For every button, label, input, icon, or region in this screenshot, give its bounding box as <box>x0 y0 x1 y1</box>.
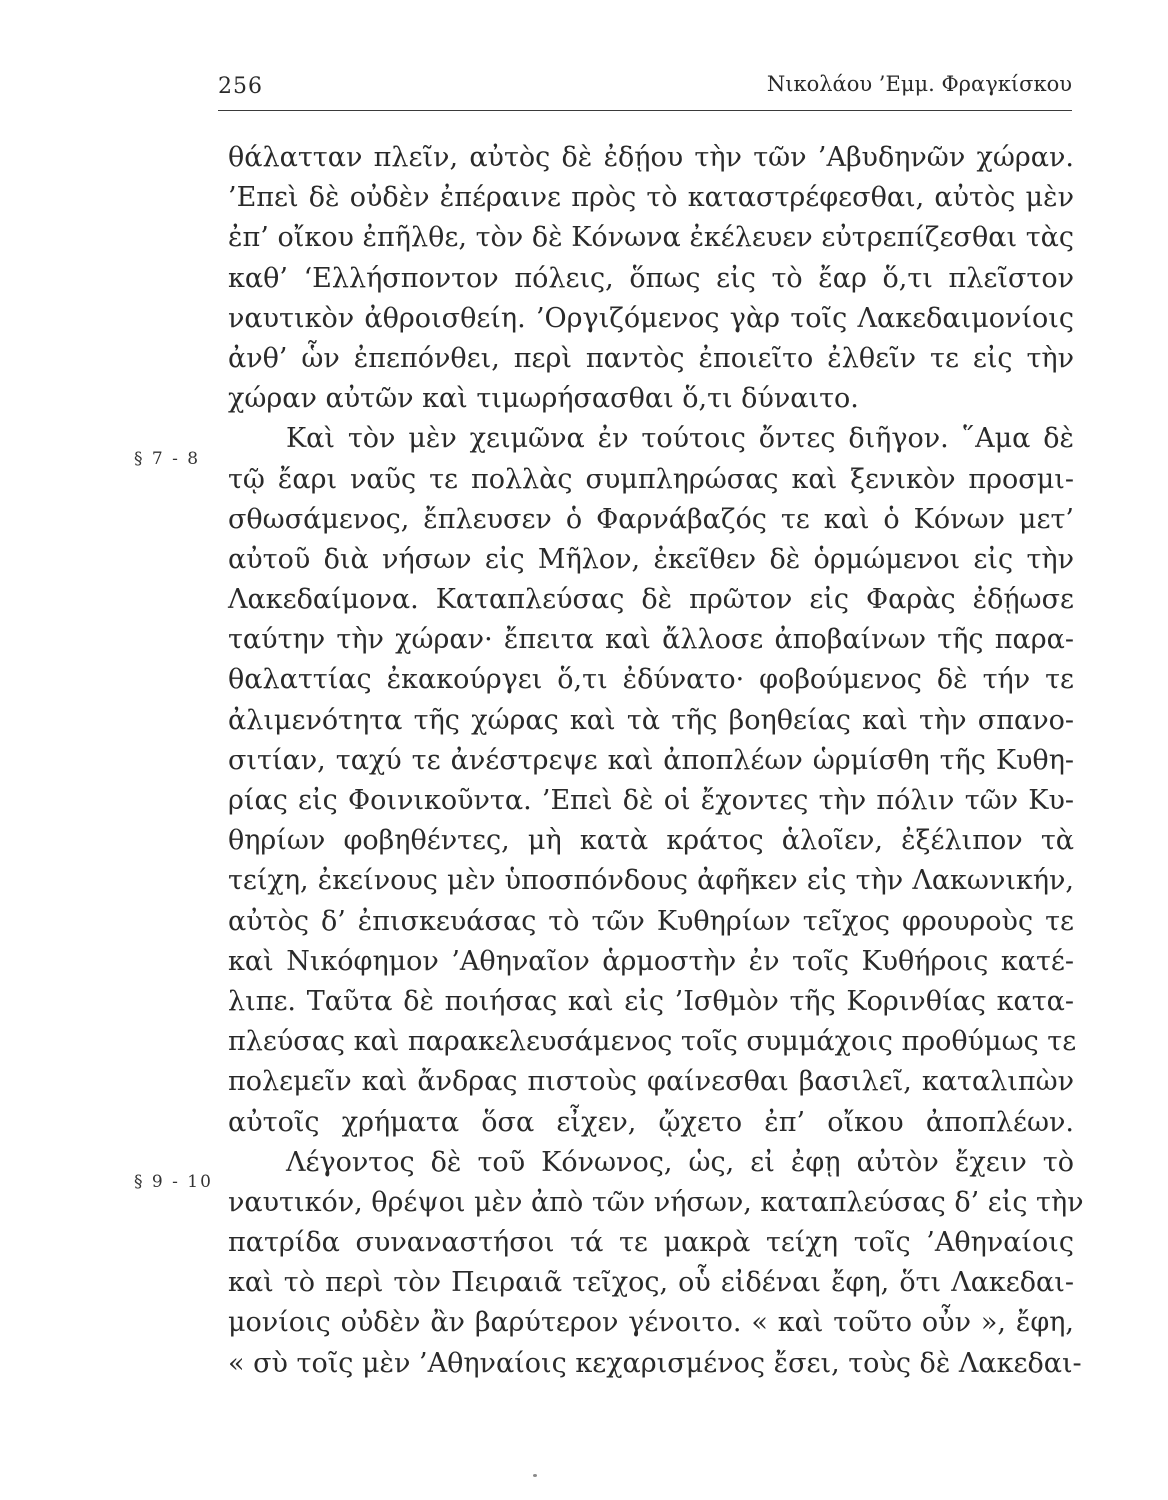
margin-note-section-7-8: § 7 - 8 <box>134 449 201 469</box>
header-rule <box>218 110 1072 111</box>
page-number: 256 <box>218 74 263 99</box>
text-line: ναυτικὸν ἀθροισθείη. ’Οργιζόμενος γὰρ τοῖς Λακεδαιμονίοις <box>228 302 1074 334</box>
text-line: Λακεδαίμονα. Καταπλεύσας δὲ πρῶτον εἰς Φαρὰς ἐδῄωσε <box>228 584 1074 616</box>
text-line: ταύτην τὴν χώραν· ἔπειτα καὶ ἄλλοσε ἀποβαίνων τῆς παρα- <box>228 624 1074 656</box>
text-line: αὐτὸς δ’ ἐπισκευάσας τὸ τῶν Κυθηρίων τεῖχος φρουροὺς τε <box>228 905 1074 937</box>
text-line: τῷ ἔαρι ναῦς τε πολλὰς συμπληρώσας καὶ ξενικὸν προσμι- <box>228 463 1074 495</box>
body-text <box>228 138 1084 1384</box>
scan-mark <box>533 1474 537 1477</box>
text-line: ρίας εἰς Φοινικοῦντα. ’Επεὶ δὲ οἱ ἔχοντες τὴν πόλιν τῶν Κυ- <box>228 785 1074 816</box>
running-head: Νικολάου ’Εμμ. Φραγκίσκου <box>766 72 1072 96</box>
text-line: ναυτικόν, θρέψοι μὲν ἀπὸ τῶν νήσων, καταπλεύσας δ’ εἰς τὴν <box>228 1186 1084 1218</box>
text-line: ἀλιμενότητα τῆς χώρας καὶ τὰ τῆς βοηθείας καὶ τὴν σπανο- <box>228 704 1074 736</box>
text-line: τείχη, ἐκείνους μὲν ὑποσπόνδους ἀφῆκεν εἰς τὴν Λακωνικήν, <box>228 865 1074 897</box>
text-line: σιτίαν, ταχύ τε ἀνέστρεψε καὶ ἀποπλέων ὡρμίσθη τῆς Κυθη- <box>228 744 1074 776</box>
text-line: αὐτοῦ διὰ νήσων εἰς Μῆλον, ἐκεῖθεν δὲ ὁρμώμενοι εἰς τὴν <box>228 543 1074 575</box>
text-line: λιπε. Ταῦτα δὲ ποιήσας καὶ εἰς ’Ισθμὸν τῆς Κορινθίας κατα- <box>228 985 1074 1017</box>
text-line: μονίοις οὐδὲν ἂν βαρύτερον γένοιτο. « καὶ τοῦτο οὖν », ἔφη, <box>228 1307 1074 1339</box>
text-line: καὶ Νικόφημον ’Αθηναῖον ἁρμοστὴν ἐν τοῖς Κυθήροις κατέ- <box>228 945 1074 977</box>
margin-note-section-9-10: § 9 - 10 <box>134 1172 213 1192</box>
text-line: « σὺ τοῖς μὲν ’Αθηναίοις κεχαρισμένος ἔσει, τοὺς δὲ Λακεδαι- <box>228 1347 1082 1379</box>
text-line: πλεύσας καὶ παρακελευσάμενος τοῖς συμμάχοις προθύμως τε <box>228 1026 1077 1058</box>
text-line: καὶ τὸ περὶ τὸν Πειραιᾶ τεῖχος, οὗ εἰδέναι ἔφη, ὅτι Λακεδαι- <box>228 1267 1074 1299</box>
text-line: Λέγοντος δὲ τοῦ Κόνωνος, ὡς, εἰ ἐφῃ αὐτὸν ἔχειν τὸ <box>286 1146 1074 1178</box>
text-line: ἐπ’ οἴκου ἐπῆλθε, τὸν δὲ Κόνωνα ἐκέλευεν εὐτρεπίζεσθαι τὰς <box>228 222 1074 254</box>
text-line: θάλατταν πλεῖν, αὐτὸς δὲ ἐδῄου τὴν τῶν ’Αβυδηνῶν χώραν. <box>228 142 1074 173</box>
text-line: πατρίδα συναναστήσοι τά τε μακρὰ τείχη τοῖς ’Αθηναίοις <box>228 1227 1074 1259</box>
text-line: αὐτοῖς χρήματα ὅσα εἶχεν, ᾤχετο ἐπ’ οἴκου ἀποπλέων. <box>228 1106 1074 1138</box>
text-line: Καὶ τὸν μὲν χειμῶνα ἐν τούτοις ὄντες διῆγον. ῞Αμα δὲ <box>286 423 1074 455</box>
text-line: θαλαττίας ἐκακούργει ὅ,τι ἐδύνατο· φοβούμενος δὲ τήν τε <box>228 664 1074 696</box>
text-line: ἀνθ’ ὧν ἐπεπόνθει, περὶ παντὸς ἐποιεῖτο ἐλθεῖν τε εἰς τὴν <box>228 342 1074 374</box>
text-line: καθ’ ‘Ελλήσποντον πόλεις, ὅπως εἰς τὸ ἔαρ ὅ,τι πλεῖστον <box>228 262 1074 294</box>
text-line: ’Επεὶ δὲ οὐδὲν ἐπέραινε πρὸς τὸ καταστρέφεσθαι, αὐτὸς μὲν <box>228 182 1074 214</box>
text-line: σθωσάμενος, ἔπλευσεν ὁ Φαρνάβαζός τε καὶ ὁ Κόνων μετ’ <box>228 503 1074 535</box>
text-line: χώραν αὐτῶν καὶ τιμωρήσασθαι ὅ,τι δύναιτο. <box>228 383 859 415</box>
text-line: πολεμεῖν καὶ ἄνδρας πιστοὺς φαίνεσθαι βασιλεῖ, καταλιπὼν <box>228 1066 1074 1098</box>
text-line: θηρίων φοβηθέντες, μὴ κατὰ κράτος ἁλοῖεν, ἐξέλιπον τὰ <box>228 825 1074 857</box>
